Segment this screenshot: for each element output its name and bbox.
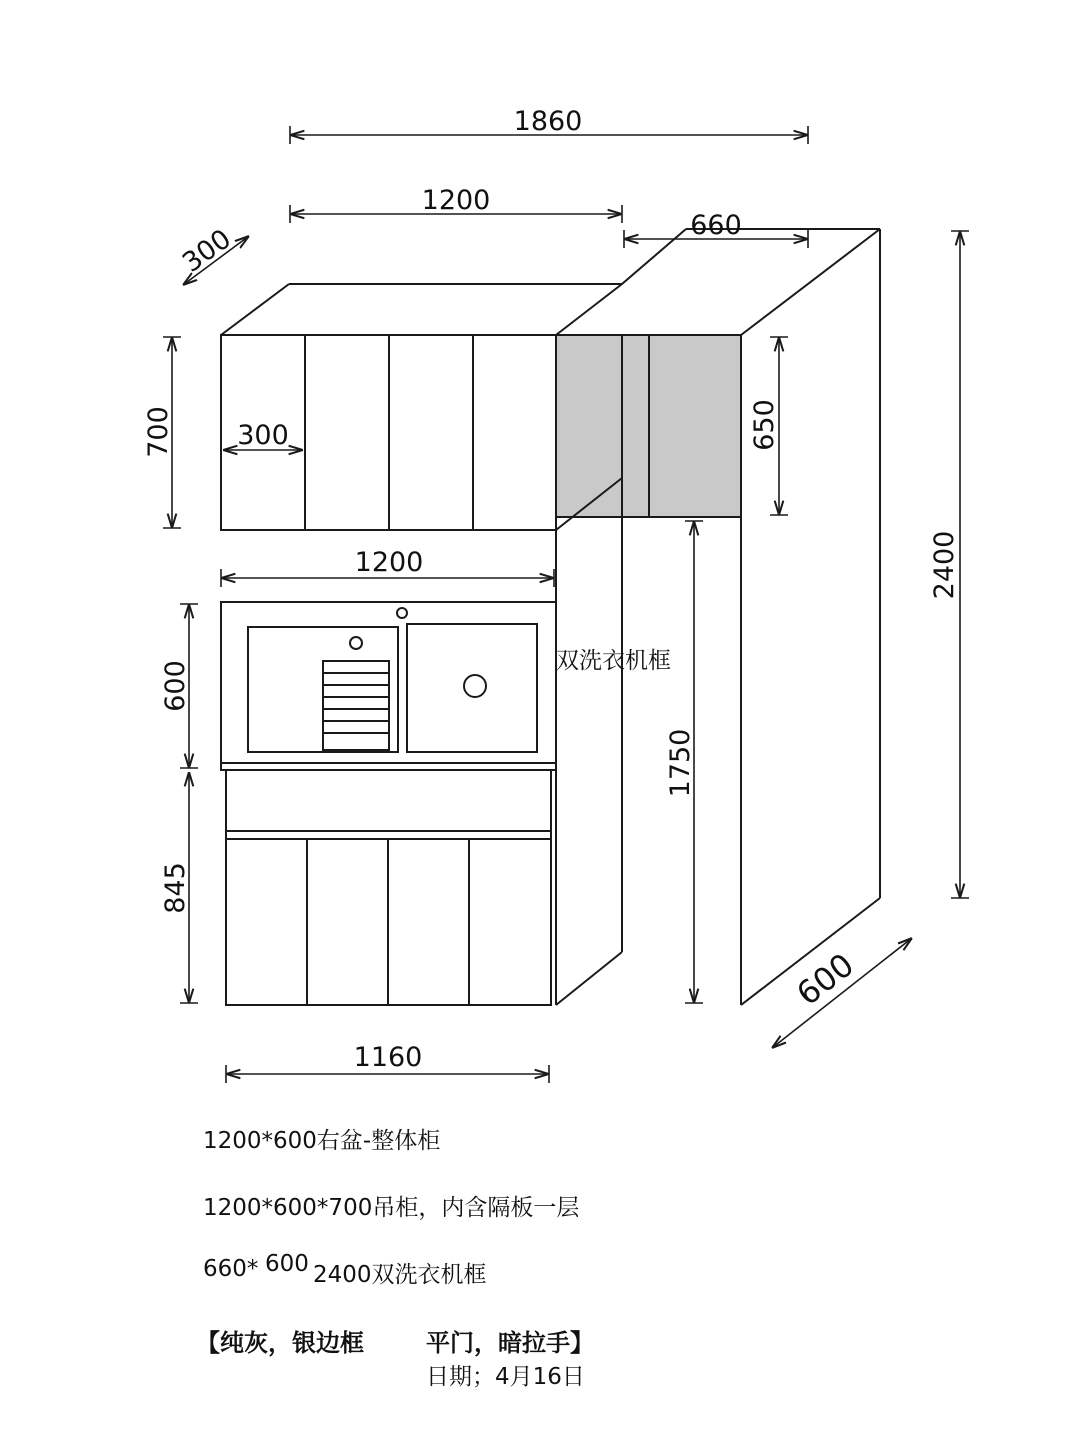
faucet-hole [397, 608, 407, 618]
dim-upper-panel: 300 [237, 420, 289, 451]
counter-edge [221, 763, 556, 770]
note-sink-cabinet: 1200*600右盆-整体柜 [203, 1128, 441, 1154]
dim-counter-width: 1200 [354, 547, 424, 578]
note-date: 日期；4月16日 [426, 1364, 585, 1390]
frame-top-edge [741, 229, 880, 335]
dim-frame-lower: 1750 [665, 728, 696, 798]
frame-top-edge [622, 229, 686, 284]
note-frame-part2: 600 [265, 1251, 309, 1277]
note-spec-color: 【纯灰，银边框 [196, 1329, 364, 1357]
frame-label: 双洗衣机框 [556, 648, 671, 674]
upper-cabinet-top-edge [556, 284, 622, 335]
dim-frame-width: 660 [690, 210, 742, 241]
left-basin-drain [350, 637, 362, 649]
upper-cabinet-top-edge [221, 284, 289, 335]
dim-frame-depth: 600 [789, 945, 861, 1014]
dim-grey-height: 650 [749, 399, 780, 451]
note-frame-part3: 2400双洗衣机框 [313, 1262, 487, 1288]
note-frame-part1: 660* [203, 1256, 259, 1282]
base-cabinet-drawer [226, 770, 551, 831]
right-basin [407, 624, 537, 752]
dim-basin-height: 600 [160, 660, 191, 712]
dim-base-width: 1160 [353, 1042, 423, 1073]
dim-upper-height: 700 [143, 406, 174, 458]
note-wall-cabinet: 1200*600*700吊柜，内含隔板一层 [203, 1195, 580, 1221]
note-spec-door: 平门，暗拉手】 [426, 1329, 594, 1357]
washboard [323, 661, 389, 750]
right-basin-drain [464, 675, 486, 697]
base-cabinet-rail [226, 831, 551, 839]
dim-upper-depth: 300 [177, 223, 237, 279]
dim-overall-width: 1860 [513, 106, 583, 137]
dim-total-height: 2400 [929, 530, 960, 600]
washboard-ribs [323, 673, 389, 733]
dim-upper-width: 1200 [421, 185, 491, 216]
dim-base-height: 845 [160, 862, 191, 914]
frame-inner-bottom [556, 952, 622, 1005]
